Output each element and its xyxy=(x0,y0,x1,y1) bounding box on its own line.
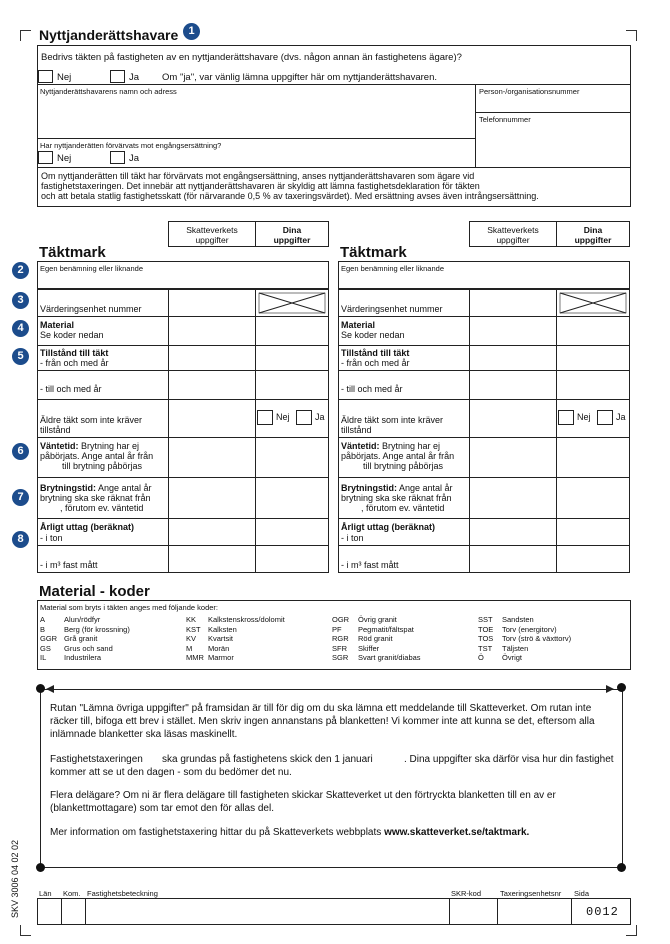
info-bottom-rule xyxy=(40,867,622,868)
code-desc: Övrigt xyxy=(502,653,523,662)
permit-label: Tillstånd till täkt xyxy=(341,348,410,358)
older-label: Äldre täkt som inte kräver xyxy=(341,415,444,425)
info-p2-d: kommer att se ut den dagen - som du bedömer det nu. xyxy=(50,767,292,778)
code-abbr: PF xyxy=(332,624,342,634)
code-abbr: SFR xyxy=(332,643,347,653)
acquired-ja-label: Ja xyxy=(129,153,140,164)
right-own-name-field[interactable] xyxy=(339,273,629,288)
right-header-dina xyxy=(556,221,630,247)
wait-text: Brytning har ej xyxy=(78,441,140,451)
material-label: Material xyxy=(40,320,75,330)
footer-taxnr-label: Taxeringsenhetsnr xyxy=(500,889,562,898)
right-dina-field[interactable] xyxy=(557,346,629,370)
taxnr-field[interactable] xyxy=(498,899,571,924)
if-yes-note: Om "ja", var vänlig lämna uppgifter här om nyttjanderättshavaren. xyxy=(162,72,437,83)
code-abbr: B xyxy=(40,624,46,634)
right-dina-field[interactable] xyxy=(557,546,629,573)
code-abbr: A xyxy=(40,615,46,624)
info-line-2: fastighetstaxeringen. Det innebär att nyttjanderättshavaren är skyldig att lämna fastighetsdeklaration för täkten xyxy=(41,181,480,191)
nej-label: Nej xyxy=(57,72,72,83)
code-abbr: KK xyxy=(186,615,197,624)
annual-m3-label: - i m³ fast mått xyxy=(40,560,98,570)
wait-label-3: till brytning påbörjas xyxy=(363,461,444,471)
acquired-question: Har nyttjanderätten förvärvats mot engångsersättning? xyxy=(40,141,222,150)
info-line-1: Om nyttjanderätten till täkt har förvärvats mot engångsersättning, anses nyttjanderättshavaren som ägare vid xyxy=(41,171,475,181)
info-p4-text: Mer information om fastighetstaxering hittar du på Skatteverkets webbplats xyxy=(50,827,385,838)
code-abbr: KST xyxy=(186,624,201,634)
corner-dot-br xyxy=(617,863,626,872)
permit-to-label: - till och med år xyxy=(40,384,102,394)
section-number-6: 6 xyxy=(12,443,29,460)
code-desc: Grus och sand xyxy=(64,643,113,653)
code-abbr: IL xyxy=(40,653,47,662)
section-number-5: 5 xyxy=(12,348,29,365)
info-p2-b: ska grundas på fastighetens skick den 1 januari xyxy=(162,754,373,765)
form-code: SKV 3006 04 02 02 xyxy=(10,839,20,918)
info-p2-c: . Dina uppgifter ska därför visa hur din fastighet xyxy=(404,754,614,765)
code-desc: Övrig granit xyxy=(358,615,397,624)
header-dina-text: Dina xyxy=(583,225,603,235)
code-desc: Skiffer xyxy=(358,643,380,653)
older-ja-label: Ja xyxy=(616,412,626,422)
code-desc: Berg (för krossning) xyxy=(64,624,130,634)
info-left-rule xyxy=(40,689,41,867)
arrow-tr xyxy=(606,685,614,693)
code-desc: Svart granit/diabas xyxy=(358,653,421,662)
code-abbr: SGR xyxy=(332,653,349,662)
divider xyxy=(338,399,630,400)
footer-beteckning-label: Fastighetsbeteckning xyxy=(87,889,158,898)
older-nej-label: Nej xyxy=(276,412,290,422)
section-number-1: 1 xyxy=(183,23,200,40)
code-desc: Kvartsit xyxy=(208,634,234,643)
right-title: Täktmark xyxy=(340,244,407,261)
divider xyxy=(469,289,470,573)
right-dina-field[interactable] xyxy=(557,438,629,477)
permit-label: Tillstånd till täkt xyxy=(40,348,109,358)
section-number-3: 3 xyxy=(12,292,29,309)
material-sub-label: Se koder nedan xyxy=(40,330,104,340)
wait-text: Brytning har ej xyxy=(379,441,441,451)
header-dina-text: uppgifter xyxy=(273,235,311,245)
code-abbr: Ö xyxy=(478,653,484,662)
older-nej-label: Nej xyxy=(577,412,591,422)
section-number-8: 8 xyxy=(12,531,29,548)
code-abbr: RGR xyxy=(332,634,349,643)
right-dina-field[interactable] xyxy=(557,478,629,518)
code-desc: Kalksten xyxy=(208,624,237,634)
page-number: 0012 xyxy=(586,905,619,919)
break-text: Ange antal år xyxy=(397,483,453,493)
ja-label: Ja xyxy=(129,72,140,83)
code-abbr: GS xyxy=(40,643,51,653)
header-dina-text: uppgifter xyxy=(574,235,612,245)
code-abbr: OGR xyxy=(332,615,350,624)
annual-label: Årligt uttag (beräknat) xyxy=(341,522,436,532)
corner-dot-bl xyxy=(36,863,45,872)
code-desc: Täljsten xyxy=(502,643,529,653)
lan-field[interactable] xyxy=(38,899,61,924)
right-dina-field[interactable] xyxy=(557,519,629,545)
code-desc: Grå granit xyxy=(64,634,98,643)
footer-kom-label: Kom. xyxy=(63,889,81,898)
kom-field[interactable] xyxy=(62,899,85,924)
info-p2-a: Fastighetstaxeringen xyxy=(50,754,143,765)
section-title: Nyttjanderättshavare xyxy=(39,27,179,43)
website-link[interactable]: www.skatteverket.se/taktmark. xyxy=(384,827,530,838)
orgnr-label: Person-/organisationsnummer xyxy=(479,87,580,96)
beteckning-field[interactable] xyxy=(86,899,449,924)
annual-ton-label: - i ton xyxy=(40,533,63,543)
info-paragraph-1: Rutan "Lämna övriga uppgifter" på framsidan är till för dig om du ska lämna ett meddelande till Skatteverket. Om rutan inte räcker till, bifoga ett brev i stället. Men skriv ingen annanstans på blanketten! Vi kommer inte att kunna se det, eftersom alla inlämnade blanketter ska läsas maskinellt. xyxy=(50,703,595,740)
break-label-2: brytning ska ske räknat från xyxy=(40,493,151,503)
material-label: Material xyxy=(341,320,376,330)
phone-label: Telefonnummer xyxy=(479,115,531,124)
info-paragraph-3: Flera delägare? Om ni är flera delägare till fastigheten skickar Skatteverket ut den förtryckta blanketten till en av er (blankettmottagare) som tar emot den för allas del. xyxy=(50,790,556,814)
code-abbr: TOE xyxy=(478,624,494,634)
break-label-2: brytning ska ske räknat från xyxy=(341,493,452,503)
code-desc: Morän xyxy=(208,643,230,653)
older-label-2: tillstånd xyxy=(40,425,71,435)
break-text: Ange antal år xyxy=(96,483,152,493)
permit-from-label: - från och med år xyxy=(40,358,109,368)
own-name-label: Egen benämning eller liknande xyxy=(40,264,143,273)
right-dina-field[interactable] xyxy=(557,317,629,345)
own-name-label: Egen benämning eller liknande xyxy=(341,264,444,273)
code-desc: Industrilera xyxy=(64,653,102,662)
nyttjande-question: Bedrivs täkten på fastigheten av en nyttjanderättshavare (dvs. någon annan än fastighetens ägare)? xyxy=(41,52,462,63)
header-skv-text: Skatteverkets xyxy=(487,225,539,235)
valuation-unit-label: Värderingsenhet nummer xyxy=(40,304,142,314)
code-desc: Röd granit xyxy=(358,634,393,643)
code-abbr: MMR xyxy=(186,653,204,662)
valuation-unit-label: Värderingsenhet nummer xyxy=(341,304,443,314)
codes-intro: Material som bryts i täkten anges med följande koder: xyxy=(40,603,219,612)
code-desc: Alun/rödfyr xyxy=(64,615,101,624)
annual-ton-label: - i ton xyxy=(341,533,364,543)
break-label-3: , förutom ev. väntetid xyxy=(361,503,445,513)
older-label: Äldre täkt som inte kräver xyxy=(40,415,143,425)
code-desc: Pegmatit/fältspat xyxy=(358,624,414,634)
info-line-3: och att betala statlig fastighetsskatt (för närvarande 0,5 % av taxeringsvärdet). Med ersättning avses även intrångsersättning. xyxy=(41,191,539,201)
annual-label: Årligt uttag (beräknat) xyxy=(40,522,135,532)
right-dina-field[interactable] xyxy=(557,371,629,399)
right-older-ja-checkbox[interactable] xyxy=(597,410,613,425)
footer-skr-label: SKR-kod xyxy=(451,889,482,898)
break-bold: Brytningstid: xyxy=(341,483,397,493)
header-skv-text: uppgifter xyxy=(496,235,530,245)
annual-m3-label: - i m³ fast mått xyxy=(341,560,399,570)
permit-to-label: - till och med år xyxy=(341,384,403,394)
older-ja-label: Ja xyxy=(315,412,325,422)
wait-bold: Väntetid: xyxy=(341,441,380,451)
wait-label-2: påbörjats. Ange antal år från xyxy=(40,451,154,461)
right-header-skv xyxy=(469,221,557,247)
footer-sida-label: Sida xyxy=(574,889,590,898)
wait-label-2: påbörjats. Ange antal år från xyxy=(341,451,455,461)
code-desc: Sandsten xyxy=(502,615,534,624)
info-right-rule xyxy=(622,689,623,867)
code-desc: Kalkstenskross/dolomit xyxy=(208,615,285,624)
arrow-tl xyxy=(46,685,54,693)
right-dina-field[interactable] xyxy=(557,290,629,316)
code-abbr: M xyxy=(186,643,193,653)
code-abbr: TST xyxy=(478,643,493,653)
break-label-3: , förutom ev. väntetid xyxy=(60,503,144,513)
section-number-4: 4 xyxy=(12,320,29,337)
info-top-rule xyxy=(40,689,622,690)
info-paragraph-4 xyxy=(50,826,529,839)
section-number-2: 2 xyxy=(12,262,29,279)
code-desc: Torv (strö & växttorv) xyxy=(502,634,572,643)
divider xyxy=(571,898,572,925)
acquired-nej-label: Nej xyxy=(57,153,72,164)
section-number-7: 7 xyxy=(12,489,29,506)
left-title: Täktmark xyxy=(39,244,106,261)
corner-dot-tr xyxy=(617,683,626,692)
code-desc: Marmor xyxy=(208,653,234,662)
header-skv-text: Skatteverkets xyxy=(186,225,238,235)
permit-from-label: - från och med år xyxy=(341,358,410,368)
name-address-label: Nyttjanderättshavarens namn och adress xyxy=(40,87,177,96)
break-bold: Brytningstid: xyxy=(40,483,96,493)
corner-dot-tl xyxy=(36,684,45,693)
older-label-2: tillstånd xyxy=(341,425,372,435)
code-abbr: SST xyxy=(478,615,493,624)
material-sub-label: Se koder nedan xyxy=(341,330,405,340)
codes-title: Material - koder xyxy=(39,583,150,600)
skr-field[interactable] xyxy=(450,899,497,924)
code-abbr: GGR xyxy=(40,634,58,643)
code-abbr: KV xyxy=(186,634,197,643)
code-abbr: TOS xyxy=(478,634,494,643)
header-skv-text: uppgifter xyxy=(195,235,229,245)
header-dina-text: Dina xyxy=(282,225,302,235)
code-desc: Torv (energitorv) xyxy=(502,624,557,634)
wait-bold: Väntetid: xyxy=(40,441,79,451)
right-older-nej-checkbox[interactable] xyxy=(558,410,574,425)
wait-label-3: till brytning påbörjas xyxy=(62,461,143,471)
footer-lan-label: Län xyxy=(39,889,52,898)
